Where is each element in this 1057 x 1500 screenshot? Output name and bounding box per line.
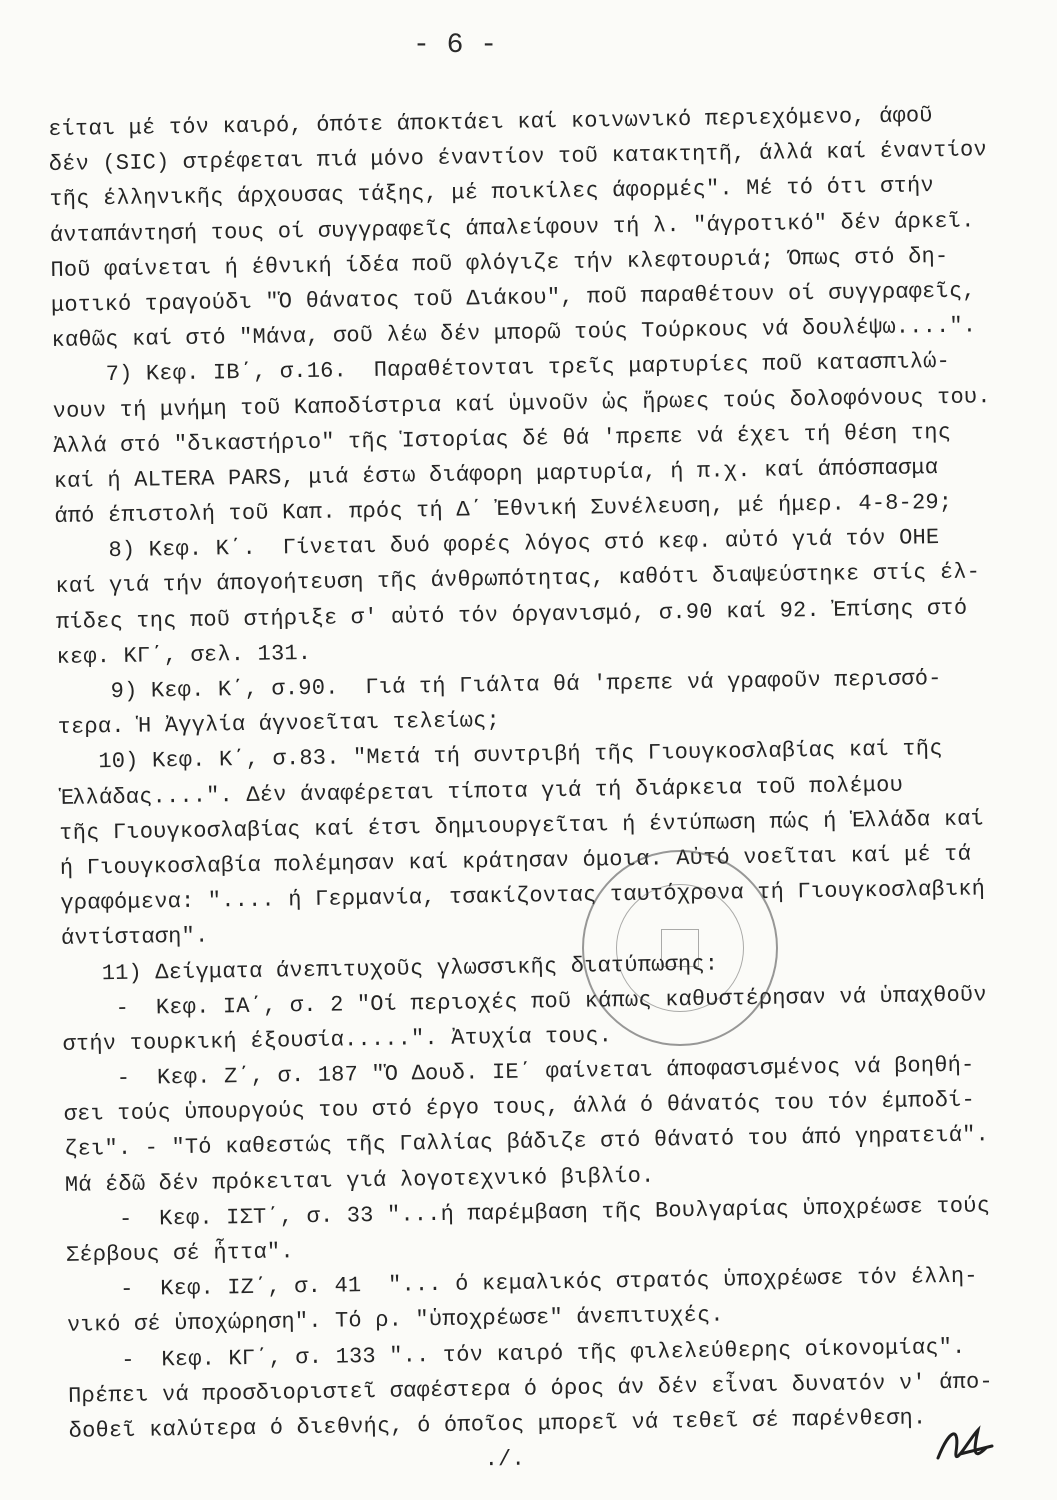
text-line: Σέρβους σέ ἧττα".	[65, 1239, 294, 1268]
text-line: καί ή ALTERA PARS, μιά έστω διάφορη μαρτυρία, ή π.χ. καί άπόσπασμα	[53, 454, 939, 494]
text-line: πίδες της ποῦ στήριξε σ' αὐτό τόν όργανισμό, σ.90 καί 92. Ἐπίσης στό	[55, 595, 968, 635]
text-line: 10) Κεφ. Κ΄, σ.83. "Μετά τή συντριβή τῆς Γιουγκοσλαβίας καί τῆς	[58, 736, 943, 776]
text-line: μοτικό τραγούδι "Ὁ θάνατος τοῦ Διάκου", ποῦ παραθέτουν οί συγγραφεῖς,	[50, 278, 976, 318]
text-line: άνταπάντησή τους οί συγγραφεῖς άπαλείφουν τή λ. "άγροτικό" δέν άρκεῖ.	[49, 208, 975, 248]
text-line: κεφ. ΚΓ΄, σελ. 131.	[56, 640, 312, 670]
text-line: - Κεφ. ΙΑ΄, σ. 2 "Οί περιοχές ποῦ κάπως καθυστέρησαν νά ὑπαχθοῦν	[61, 982, 987, 1022]
typed-text-body	[48, 97, 1044, 1484]
text-line: καί γιά τήν άπογοήτευση τῆς άνθρωπότητας, καθότι διαψεύστηκε στίς έλ-	[55, 559, 981, 600]
circular-stamp-icon	[582, 850, 778, 1046]
text-line: Ποῦ φαίνεται ή έθνική ίδέα ποῦ φλόγιζε τήν κλεφτουριά; Όπως στό δη-	[50, 243, 949, 283]
text-line: - Κεφ. ΚΓ΄, σ. 133 ".. τόν καιρό τῆς φιλελεύθερης οίκονομίας".	[67, 1334, 966, 1374]
text-line: ζει". - "Τό καθεστώς τῆς Γαλλίας βάδιζε στό θάνατό του άπό γηρατειά".	[64, 1122, 990, 1163]
text-line: καθῶς καί στό "Μάνα, σοῦ λέω δέν μπορῶ τούς Τούρκους νά δουλέψω....".	[51, 313, 977, 354]
text-line: άπό έπιστολή τοῦ Καπ. πρός τή Δ΄ Ἐθνική Συνέλευση, μέ ήμερ. 4-8-29;	[54, 489, 953, 530]
text-line: νικό σέ ὑποχώρηση". Τό ρ. "ὑποχρέωσε" άνεπιτυχές.	[66, 1302, 724, 1339]
text-line: - Κεφ. Ζ΄, σ. 187 "Ὁ Δουδ. ΙΕ΄ φαίνεται άποφασισμένος νά βοηθή-	[63, 1052, 975, 1092]
text-line: τερα. Ἡ Ἀγγλία άγνοεῖται τελείως;	[57, 708, 501, 741]
stamp-emblem	[661, 929, 699, 967]
text-line: είται μέ τόν καιρό, όπότε άποκτάει καί κοινωνικό περιεχόμενο, άφοῦ	[48, 103, 933, 142]
text-line: Μά έδῶ δέν πρόκειται γιά λογοτεχνικό βιβλίο.	[64, 1163, 655, 1198]
text-line: στήν τουρκική έξουσία.....". Ἀτυχία τους.	[62, 1023, 613, 1057]
text-line: 8) Κεφ. Κ΄. Γίνεται δυό φορές λόγος στό κεφ. αὐτό γιά τόν ΟΗΕ	[54, 525, 940, 565]
text-line: ή Γιουγκοσλαβία πολέμησαν καί κράτησαν όμοια. Αὐτό νοεῖται καί μέ τά	[59, 841, 972, 881]
text-line: 9) Κεφ. Κ΄, σ.90. Γιά τή Γιάλτα θά 'πρεπε νά γραφοῦν περισσό-	[56, 666, 942, 705]
text-line: δέν (SIC) στρέφεται πιά μόνο έναντίον τοῦ κατακτητῆ, άλλά καί έναντίον	[48, 137, 988, 178]
text-line: τῆς έλληνικῆς άρχουσας τάξης, μέ ποικίλες άφορμές". Μέ τό ότι στήν	[49, 173, 935, 213]
text-line: άντίσταση".	[60, 923, 209, 952]
text-line: νουν τή μνήμη τοῦ Καποδίστρια καί ὑμνοῦν ὡς ἥρωες τούς δολοφόνους του.	[52, 383, 991, 424]
page-number: - 6 -	[412, 30, 497, 61]
text-line: - Κεφ. ΙΖ΄, σ. 41 "... ό κεμαλικός στρατός ὑποχρέωσε τόν έλλη-	[66, 1263, 978, 1304]
text-line: Ἀλλά στό "δικαστήριο" τῆς Ἱστορίας δέ θά 'πρεπε νά έχει τή θέση της	[53, 419, 952, 459]
text-line: Ἑλλάδας....". Δέν άναφέρεται τίποτα γιά τή διάρκεια τοῦ πολέμου	[58, 772, 904, 811]
text-line: γραφόμενα: ".... ή Γερμανία, τσακίζοντας ταυτόχρονα τή Γιουγκοσλαβική	[60, 876, 986, 917]
text-line: ./.	[69, 1446, 526, 1479]
signature-icon	[930, 1418, 1000, 1478]
text-line: 11) Δείγματα άνεπιτυχοῦς γλωσσικῆς διατύπωσης:	[61, 951, 719, 987]
text-line: σει τούς ὑπουργούς του στό έργο τους, άλλά ό θάνατός του τόν έμποδί-	[63, 1087, 976, 1128]
text-line: τῆς Γιουγκοσλαβίας καί έτσι δημιουργεῖται ή έντύπωση πώς ή Ἑλλάδα καί	[59, 806, 985, 846]
stamp-inner-ring	[616, 884, 744, 1012]
text-line: δοθεῖ καλύτερα ό διεθνής, ό όποῖος μπορεῖ νά τεθεῖ σέ παρένθεση.	[68, 1405, 927, 1444]
text-line: Πρέπει νά προσδιοριστεῖ σαφέστερα ό όρος άν δέν εἶναι δυνατόν ν' άπο-	[67, 1369, 994, 1409]
text-line: 7) Κεφ. IB΄, σ.16. Παραθέτονται τρεῖς μαρτυρίες ποῦ κατασπιλώ-	[51, 349, 951, 389]
text-line: - Κεφ. ΙΣΤ΄, σ. 33 "...ή παρέμβαση τῆς Βουλγαρίας ὑποχρέωσε τούς	[65, 1193, 991, 1233]
